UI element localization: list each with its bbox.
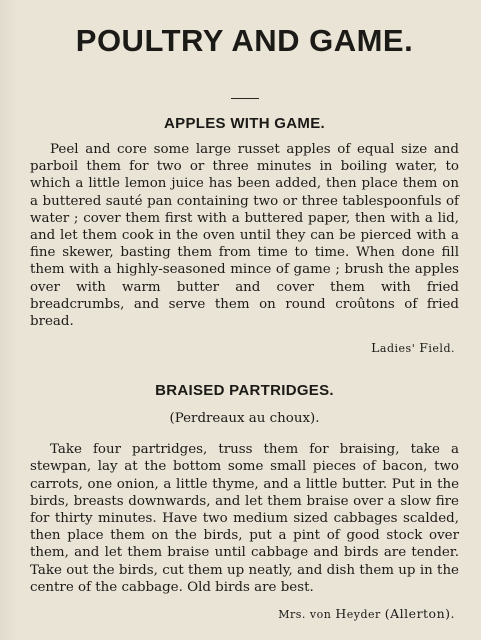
recipe-title: BRAISED PARTRIDGES. [155,382,334,400]
recipe-subtitle: (Perdreaux au choux). [169,411,320,427]
page-title: POULTRY AND GAME. [75,23,414,58]
recipe-paragraph: Take four partridges, truss them for braising, take a stewpan, lay at the bottom some small pieces of bacon, two carrots, one onion, a little thyme, and a little butter. Put in the birds, breasts downwards, and let them braise over a slow fire for thirty minutes. Have two medium sized cabbages scalded, then place them on the birds, put a pint of good stock over them, and let them braise until cabbage and birds are tender. Take out the birds, cut them up neatly, and dish them up in the centre of the cabbage. Old birds are best. [30,442,459,595]
recipe-body [30,441,459,596]
recipe-attribution: Mrs. von Heyder (Allerton). [278,606,455,622]
recipe-body [30,141,459,330]
recipe-paragraph: Peel and core some large russet apples of equal size and parboil them for two or three minutes in boiling water, to which a little lemon juice has been added, then place them on a buttered sauté pan containing two or three tablespoonfuls of water ; cover them first with a buttered paper, then with a lid, and let them cook in the oven until they can be pierced with a fine skewer, basting them from time to time. When done fill them with a highly-seasoned mince of game ; brush the apples over with warm butter and cover them with fried breadcrumbs, and serve them on round croûtons of fried bread. [30,142,459,330]
recipe-apples-with-game [30,115,459,355]
divider-rule [231,98,259,99]
recipe-attribution: Ladies' Field. [371,340,455,356]
recipe-title: APPLES WITH GAME. [164,115,325,132]
recipe-braised-partridges [30,382,459,621]
